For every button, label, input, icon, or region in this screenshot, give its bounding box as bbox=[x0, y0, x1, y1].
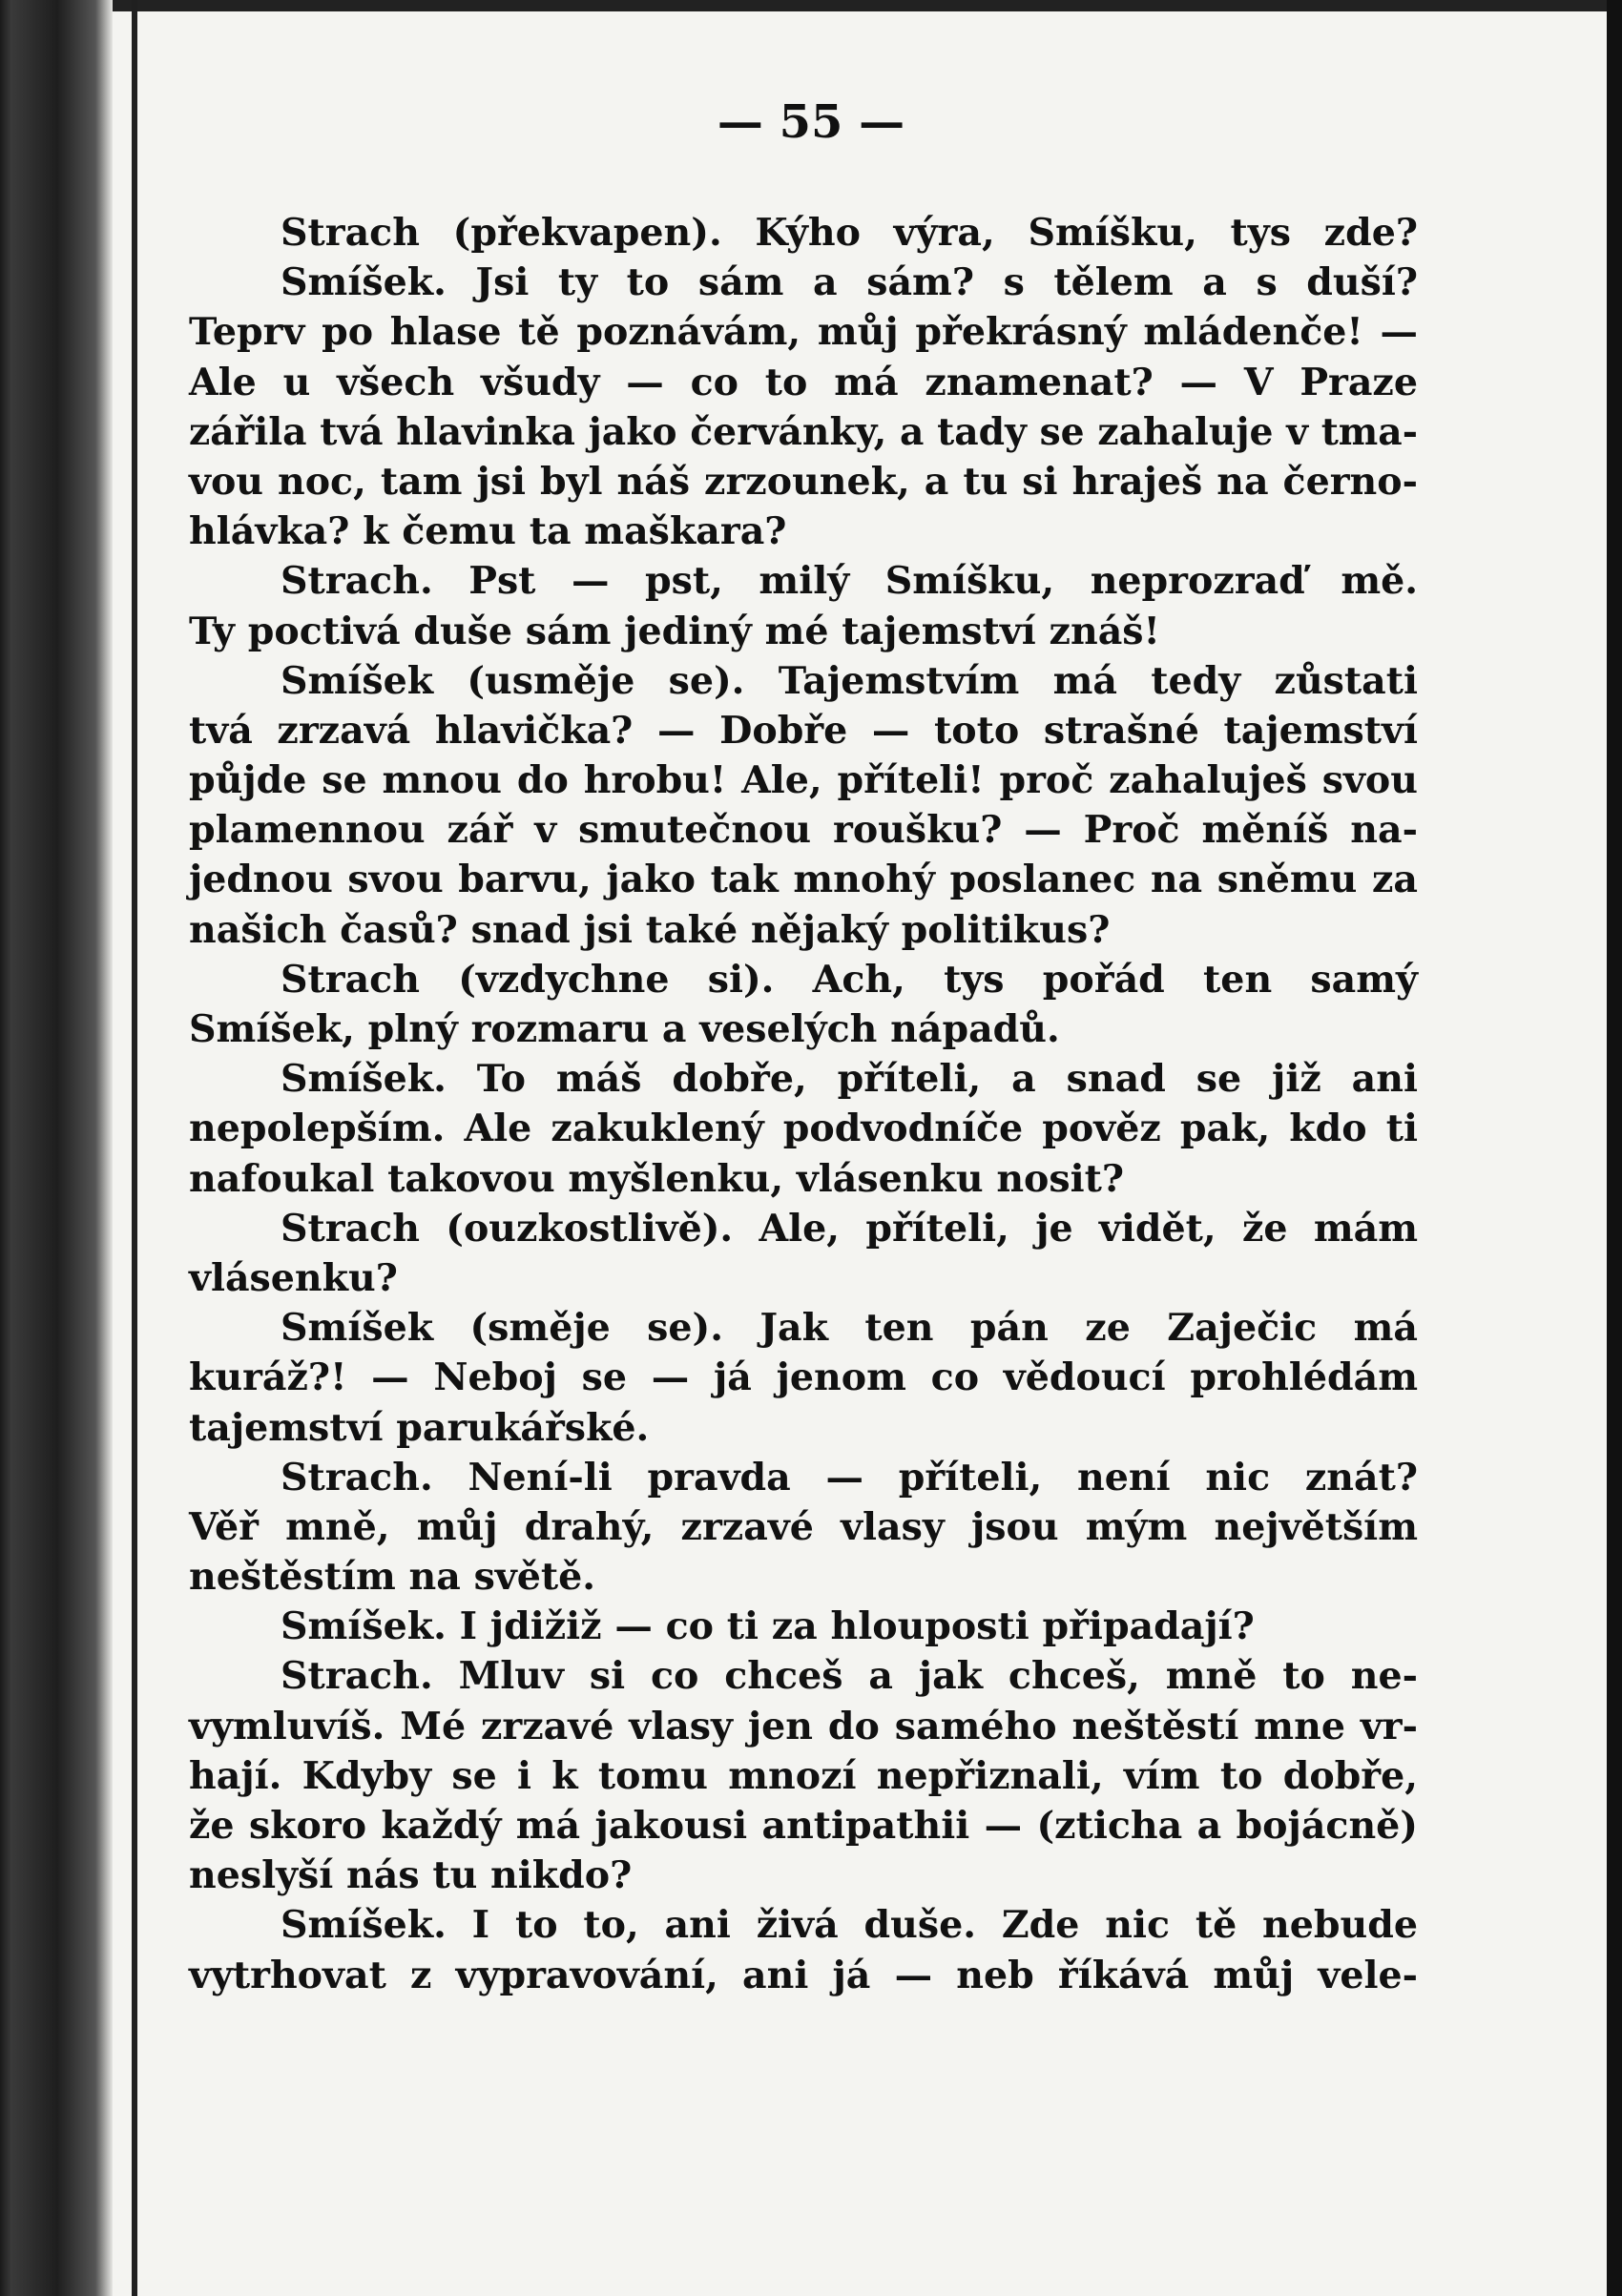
text-line: vytrhovat z vypravování, ani já — neb říkává můj vele- bbox=[189, 1953, 1418, 1997]
text-line: Ale u všech všudy — co to má znamenat? — V Praze bbox=[189, 360, 1418, 404]
text-line: Strach. Není-li pravda — příteli, není nic znát? bbox=[281, 1455, 1418, 1500]
text-line: tvá zrzavá hlavička? — Dobře — toto strašné tajemství bbox=[189, 708, 1418, 753]
text-line: Smíšek. I jdižiž — co ti za hlouposti připadají? bbox=[281, 1604, 1255, 1649]
text-line: vou noc, tam jsi byl náš zrzounek, a tu si hraješ na černo- bbox=[189, 459, 1418, 504]
text-line: Smíšek. To máš dobře, příteli, a snad se již ani bbox=[281, 1057, 1418, 1102]
text-line: hají. Kdyby se i k tomu mnozí nepřiznali, vím to dobře, bbox=[189, 1753, 1418, 1798]
text-line: neslyší nás tu nikdo? bbox=[189, 1853, 633, 1898]
text-line: vymluvíš. Mé zrzavé vlasy jen do samého neštěstí mne vr- bbox=[189, 1704, 1418, 1748]
text-line: Strach. Mluv si co chceš a jak chceš, mně to ne- bbox=[281, 1654, 1418, 1699]
text-line: zářila tvá hlavinka jako červánky, a tady se zahaluje v tma- bbox=[189, 409, 1418, 454]
text-line: Smíšek (usměje se). Tajemstvím má tedy zůstati bbox=[281, 658, 1418, 703]
text-line: Teprv po hlase tě poznávám, můj překrásný mládenče! — bbox=[189, 310, 1418, 355]
text-line: neštěstím na světě. bbox=[189, 1555, 596, 1600]
text-line: Strach (překvapen). Kýho výra, Smíšku, tys zde? bbox=[281, 211, 1418, 255]
body-text bbox=[189, 208, 1418, 2000]
text-line: Ty poctivá duše sám jediný mé tajemství znáš! bbox=[189, 609, 1160, 653]
scan-top-edge bbox=[0, 0, 1622, 11]
text-line: Smíšek. Jsi ty to sám a sám? s tělem a s duší? bbox=[281, 260, 1418, 305]
text-line: vlásenku? bbox=[189, 1255, 398, 1300]
text-line: Smíšek. I to to, ani živá duše. Zde nic tě nebude bbox=[281, 1903, 1418, 1948]
text-line: Smíšek, plný rozmaru a veselých nápadů. bbox=[189, 1007, 1060, 1051]
text-line: Strach (vzdychne si). Ach, tys pořád ten samý bbox=[281, 957, 1418, 1002]
text-line: Strach (ouzkostlivě). Ale, příteli, je vidět, že mám bbox=[281, 1206, 1418, 1251]
text-line: plamennou zář v smutečnou roušku? — Proč měníš na- bbox=[189, 808, 1418, 853]
text-line: tajemství parukářské. bbox=[189, 1405, 650, 1450]
text-line: hlávka? k čemu ta maškara? bbox=[189, 509, 787, 554]
text-line: našich časů? snad jsi také nějaký politikus? bbox=[189, 907, 1111, 952]
text-line: Věř mně, můj drahý, zrzavé vlasy jsou mým největším bbox=[189, 1504, 1418, 1549]
text-line: jednou svou barvu, jako tak mnohý poslanec na sněmu za bbox=[189, 858, 1418, 902]
book-binding-shadow bbox=[0, 0, 113, 2296]
text-line: nepolepším. Ale zakuklený podvodníče pověz pak, kdo ti bbox=[189, 1107, 1418, 1151]
binding-fold-line bbox=[132, 0, 137, 2296]
text-line: nafoukal takovou myšlenku, vlásenku nosit? bbox=[189, 1156, 1125, 1201]
text-line: kuráž?! — Neboj se — já jenom co vědoucí prohlédám bbox=[189, 1355, 1418, 1400]
text-line: půjde se mnou do hrobu! Ale, příteli! proč zahaluješ svou bbox=[189, 758, 1418, 803]
text-line: Smíšek (směje se). Jak ten pán ze Zaječic má bbox=[281, 1306, 1418, 1351]
scan-right-edge bbox=[1607, 0, 1622, 2296]
page-number: — 55 — bbox=[717, 95, 905, 149]
text-line: Strach. Pst — pst, milý Smíšku, neprozraď mě. bbox=[281, 559, 1418, 604]
text-line: že skoro každý má jakousi antipathii — (zticha a bojácně) bbox=[189, 1804, 1418, 1848]
